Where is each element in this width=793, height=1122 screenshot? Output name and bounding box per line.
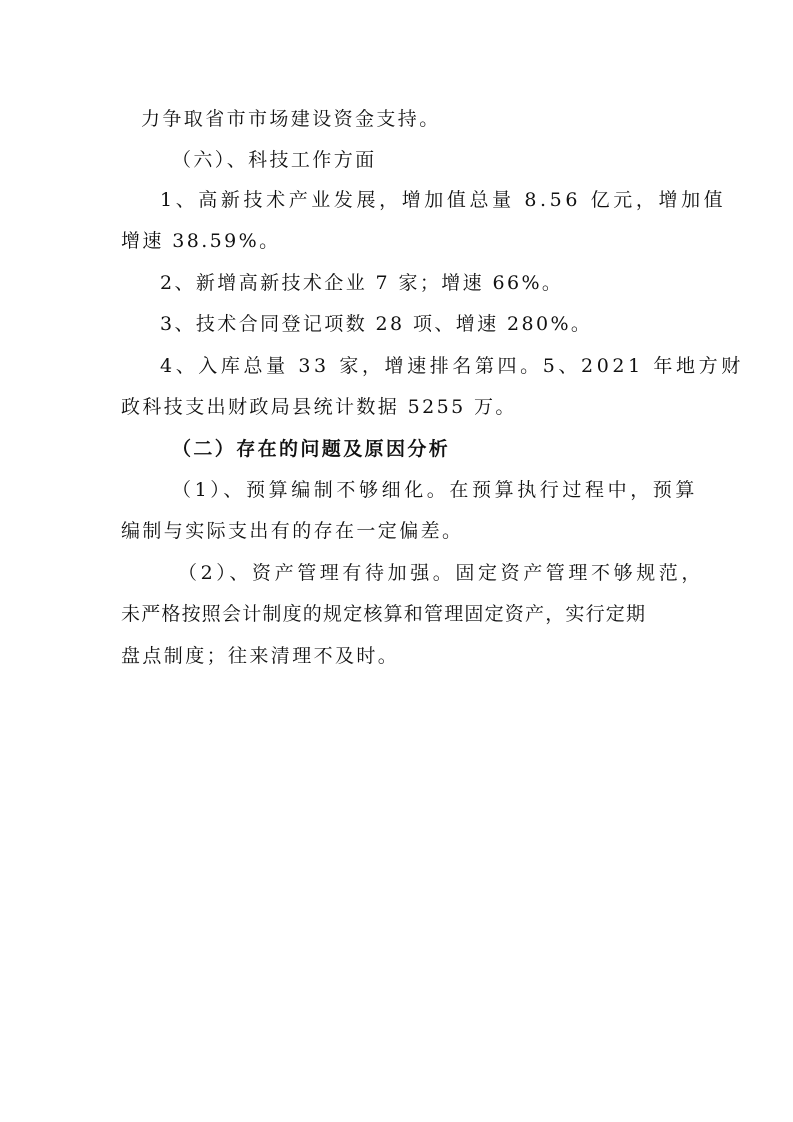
paragraph-line-6: 3、技术合同登记项数 28 项、增速 280%。 [160,313,593,335]
paragraph-line-12: （2）、资产管理有待加强。固定资产管理不够规范， [178,562,704,584]
paragraph-line-11: 编制与实际支出有的存在一定偏差。 [121,520,464,542]
paragraph-line-10: （1）、预算编制不够细化。在预算执行过程中，预算 [172,479,698,501]
paragraph-line-5: 2、新增高新技术企业 7 家；增速 66%。 [160,272,564,294]
paragraph-line-1: 力争取省市市场建设资金支持。 [141,108,441,130]
paragraph-line-4: 增速 38.59%。 [121,230,281,252]
section-heading-problems: （二）存在的问题及原因分析 [172,438,451,460]
paragraph-line-14: 盘点制度；往来清理不及时。 [121,645,400,667]
paragraph-line-8: 政科技支出财政局县统计数据 5255 万。 [121,396,517,418]
paragraph-line-3: 1、高新技术产业发展，增加值总量 8.56 亿元，增加值 [160,189,727,211]
paragraph-line-7: 4、入库总量 33 家，增速排名第四。5、2021 年地方财 [160,355,744,377]
paragraph-line-13: 未严格按照会计制度的规定核算和管理固定资产，实行定期 [121,603,647,625]
section-heading-tech: （六）、科技工作方面 [172,149,377,171]
